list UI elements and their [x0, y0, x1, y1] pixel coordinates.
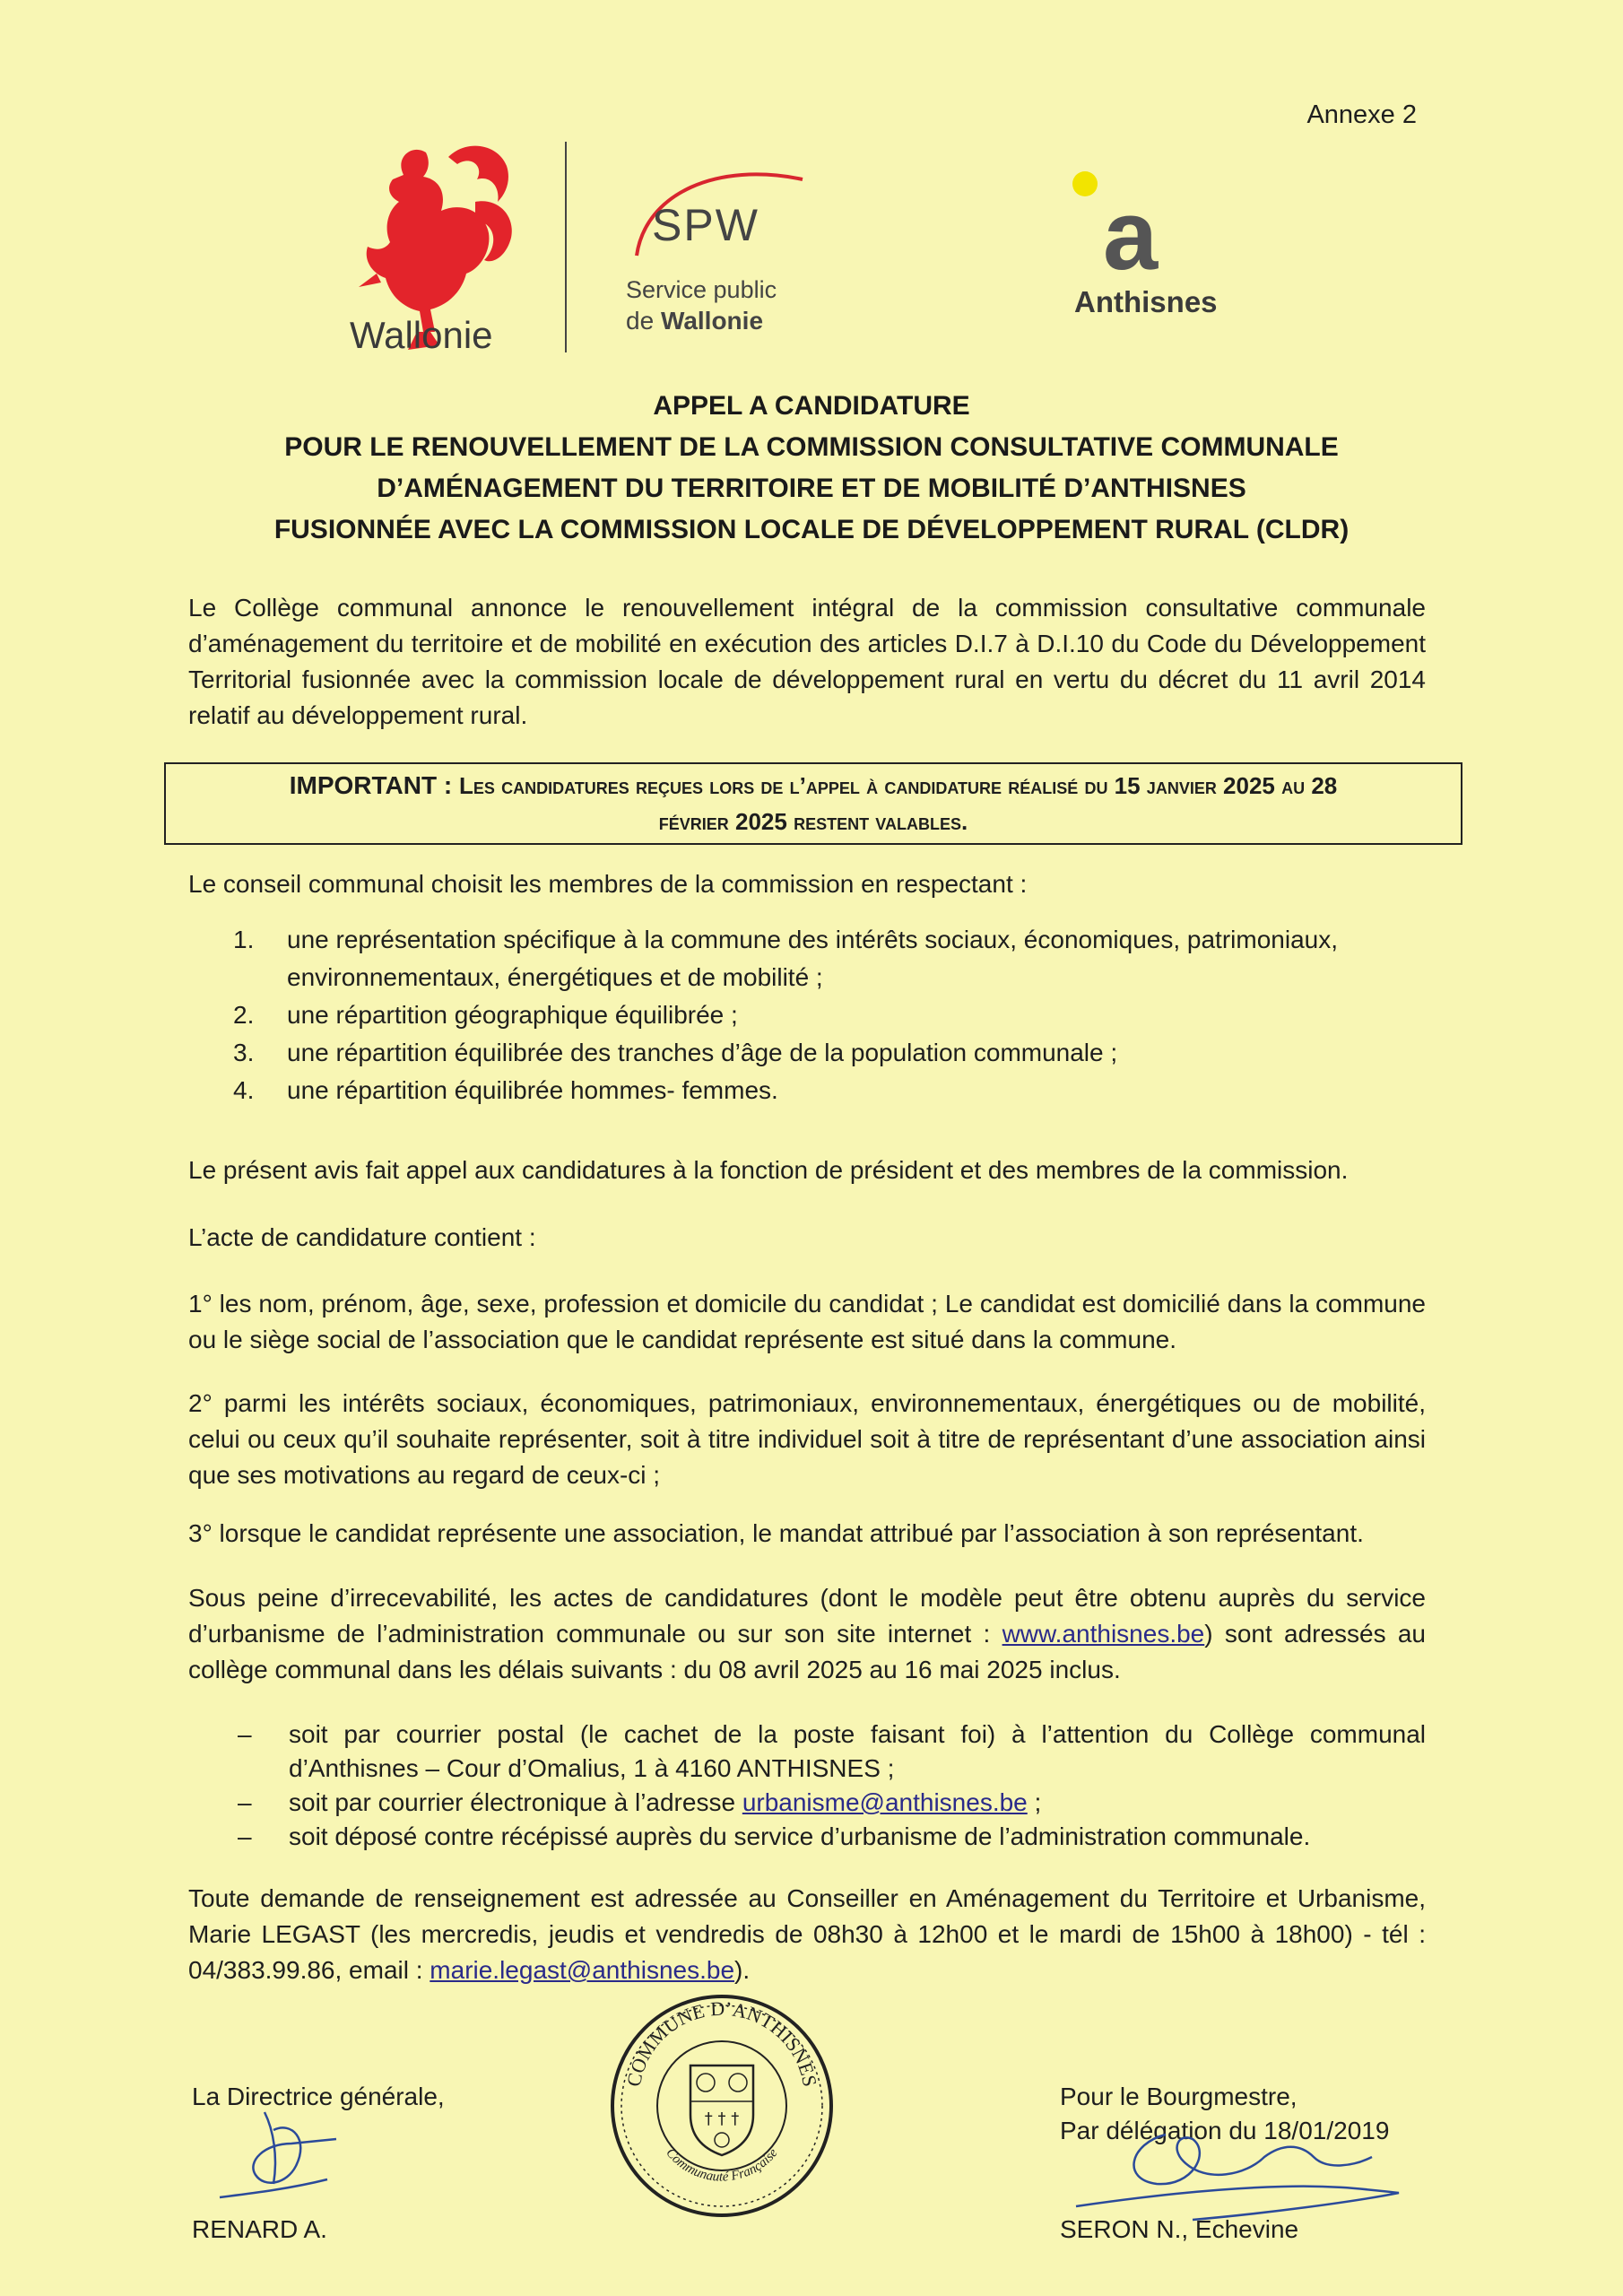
document-title	[161, 386, 1462, 551]
criteria-intro: Le conseil communal choisit les membres de la commission en respectant :	[188, 870, 1028, 898]
deadline-text-2: ) sont adressés au collège communal dans les délais suivants : du 08 avril 2025 au 16 mai 2025 inclus.	[188, 1620, 1426, 1683]
svg-text:Communauté Française: Communauté Française	[663, 2145, 781, 2185]
list-text: soit par courrier postal (le cachet de la poste faisant foi) à l’attention du Collège communal d’Anthisnes – Cour d’Omalius, 1 à 4160 ANTHISNES ;	[289, 1720, 1426, 1782]
acte-item-3: 3° lorsque le candidat représente une association, le mandat attribué par l’association à son représentant.	[188, 1519, 1364, 1547]
title-line-4: FUSIONNÉE AVEC LA COMMISSION LOCALE DE DÉVELOPPEMENT RURAL (CLDR)	[273, 515, 1350, 544]
acte-item-2: 2° parmi les intérêts sociaux, économiques, patrimoniaux, environnementaux, énergétiques ou de mobilité, celui ou ceux qu’il souhaite représenter, soit à titre individuel soit à titre de représentant d’une association ainsi que ses motivations au regard de ceux-ci ;	[188, 1389, 1426, 1489]
list-text: une répartition équilibrée des tranches d’âge de la population communale ;	[287, 1039, 1118, 1066]
spw-subtitle-1: Service public	[626, 276, 777, 303]
list-text: une représentation spécifique à la commune des intérêts sociaux, économiques, patrimoniaux, environnementaux, énergétiques et de mobilité ;	[287, 926, 1338, 991]
list-item	[233, 1072, 1426, 1109]
list-item	[238, 1820, 1426, 1854]
contact-text-1: Toute demande de renseignement est adressée au Conseiller en Aménagement du Territoire et Urbanisme, Marie LEGAST (les mercredis, jeudis et vendredis de 08h30 à 12h00 et le mardi de 15h00 à 18h00) - tél : 04/383.99.86, email :	[188, 1884, 1426, 1984]
list-item	[233, 1034, 1426, 1072]
important-lead: IMPORTANT :	[289, 771, 459, 799]
list-text	[289, 1786, 1426, 1820]
spw-subtitle-prefix: de	[626, 307, 661, 335]
list-number: 2.	[233, 1001, 255, 1029]
intro-paragraph: Le Collège communal annonce le renouvellement intégral de la commission consultative communale d’aménagement du territoire et de mobilité en exécution des articles D.I.7 à D.I.10 du Code du Développement Territorial fusionnée avec la commission locale de développement rural en vertu du décret du 11 avril 2014 relatif au développement rural.	[188, 594, 1426, 729]
title-line-3: D’AMÉNAGEMENT DU TERRITOIRE ET DE MOBILITÉ D’ANTHISNES	[377, 474, 1246, 503]
submission-methods-list	[238, 1718, 1426, 1854]
list-item	[238, 1718, 1426, 1786]
list-number: 3.	[233, 1039, 255, 1066]
deadline-paragraph	[188, 1580, 1426, 1688]
signatory-left-title: La Directrice générale,	[192, 2083, 445, 2110]
signatory-right-line-1: Pour le Bourgmestre,	[1060, 2083, 1298, 2110]
method-text: soit par courrier électronique à l’adresse	[289, 1788, 742, 1816]
important-text-1: Les candidatures reçues lors de l’appel à candidature réalisé du 15 janvier 2025 au 28	[458, 772, 1338, 799]
criteria-list	[233, 921, 1426, 1109]
call-paragraph: Le présent avis fait appel aux candidatures à la fonction de président et des membres de la commission.	[188, 1156, 1349, 1184]
list-item	[238, 1786, 1426, 1820]
municipal-seal-stamp	[605, 1989, 838, 2222]
svg-text:† † †: † † †	[704, 2109, 740, 2128]
svg-text:COMMUNE D’ANTHISNES: COMMUNE D’ANTHISNES	[621, 1996, 822, 2089]
signatory-right-line-2: Par délégation du 18/01/2019	[1060, 2117, 1390, 2144]
anthisnes-logo	[1067, 166, 1193, 283]
list-item	[233, 996, 1426, 1034]
acte-item-1: 1° les nom, prénom, âge, sexe, profession et domicile du candidat ; Le candidat est domicilié dans la commune ou le siège social de l’association que le candidat représente est situé dans la commune.	[188, 1290, 1426, 1353]
handwritten-signature-left	[211, 2103, 372, 2211]
list-text: une répartition équilibrée hommes- femmes.	[287, 1076, 778, 1104]
website-link[interactable]: www.anthisnes.be	[1002, 1620, 1205, 1648]
list-text: une répartition géographique équilibrée ;	[287, 1001, 738, 1029]
signatory-right-name: SERON N., Echevine	[1060, 2215, 1299, 2243]
contact-paragraph	[188, 1881, 1426, 1988]
list-number: 4.	[233, 1076, 255, 1104]
contact-email-link[interactable]: marie.legast@anthisnes.be	[430, 1956, 735, 1984]
title-line-2: POUR LE RENOUVELLEMENT DE LA COMMISSION CONSULTATIVE COMMUNALE	[284, 432, 1339, 462]
deadline-text-1: Sous peine d’irrecevabilité, les actes de candidatures (dont le modèle peut être obtenu auprès du service d’urbanisme de l’administration communale ou sur son site internet :	[188, 1584, 1426, 1648]
list-number: 1.	[233, 926, 255, 953]
list-item	[233, 921, 1426, 996]
spw-logo-text: SPW	[652, 200, 759, 250]
acte-intro: L’acte de candidature contient :	[188, 1223, 536, 1251]
method-text-end: ;	[1027, 1788, 1042, 1816]
title-line-1: APPEL A CANDIDATURE	[653, 391, 970, 421]
contact-text-2: ).	[734, 1956, 751, 1984]
annex-label: Annexe 2	[1306, 100, 1417, 129]
dash-marker: –	[238, 1788, 252, 1816]
spw-subtitle-bold: Wallonie	[660, 307, 764, 335]
important-notice-box	[164, 762, 1462, 845]
wallonie-logo-text: Wallonie	[350, 314, 493, 356]
important-text-2: février 2025 restent valables.	[658, 808, 968, 835]
spw-subtitle-2	[626, 307, 763, 335]
signatory-left-name: RENARD A.	[192, 2215, 327, 2243]
dash-marker: –	[238, 1720, 252, 1748]
dash-marker: –	[238, 1822, 252, 1850]
urbanisme-email-link[interactable]: urbanisme@anthisnes.be	[742, 1788, 1028, 1816]
list-text: soit déposé contre récépissé auprès du service d’urbanisme de l’administration communale.	[289, 1822, 1311, 1850]
svg-text:a: a	[1103, 180, 1159, 283]
anthisnes-logo-text: Anthisnes	[1074, 285, 1218, 318]
logo-divider	[565, 142, 567, 352]
